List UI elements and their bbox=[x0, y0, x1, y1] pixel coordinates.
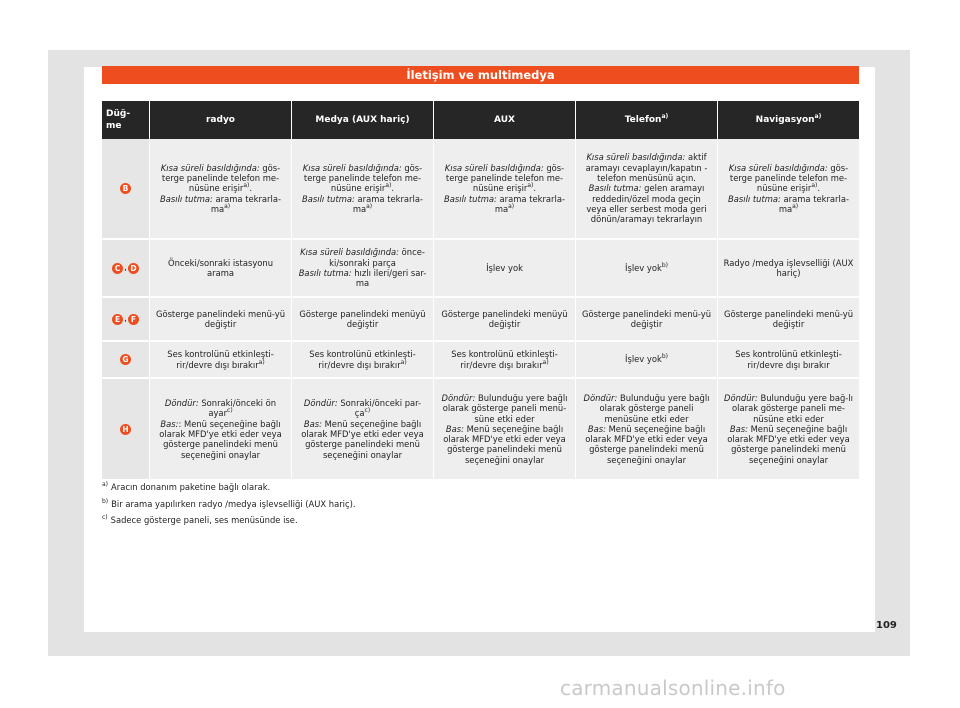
cell-paragraph: Döndür: Bulunduğu yere bağlı olarak gösterge paneli menüsüne etki eder bbox=[583, 392, 710, 424]
cell-media bbox=[292, 379, 434, 481]
cell-paragraph: Bas: Menü seçeneğine bağlı olarak MFD'ye etki eder veya gösterge panelindeki menü seçeneğini onaylar bbox=[727, 423, 850, 465]
section-title: İletişim ve multimedya bbox=[102, 66, 859, 84]
col-header-button bbox=[102, 101, 150, 139]
footnotes bbox=[102, 479, 802, 529]
cell-media bbox=[292, 342, 434, 379]
cell-nav bbox=[718, 298, 859, 342]
cell-paragraph: Basılı tutma: hızlı ileri/geri sar-ma bbox=[298, 268, 427, 289]
cell-paragraph: İşlev yok$^{b)}$ bbox=[624, 353, 669, 365]
cell-paragraph: Ses kontrolünü etkinleşti-rir/devre dışı bırakır bbox=[735, 349, 842, 370]
cell-paragraph: Basılı tutma: arama tekrarla-$ma^{a)}$ bbox=[444, 193, 565, 214]
cell-paragraph: Döndür: Sonraki/önceki ön ayar$^{c)}$ bbox=[164, 398, 277, 419]
cell-paragraph: Döndür: Bulunduğu yere bağlı olarak gösterge paneli menü-süne etki eder bbox=[441, 392, 568, 424]
footnote-text: Bir arama yapılırken radyo /medya işlevselliği (AUX hariç). bbox=[111, 498, 356, 509]
cell-media bbox=[292, 240, 434, 298]
cell-paragraph: Basılı tutma: gelen aramayı reddedin/özel moda geçin veya eller serbest moda geri dönün/aramayı tekrarlayın bbox=[586, 183, 707, 225]
table-row bbox=[102, 240, 859, 298]
cell-phone bbox=[576, 240, 718, 298]
cell-button-key bbox=[102, 139, 150, 240]
cell-paragraph: Döndür: Bulunduğu yere bağ-lı olarak gösterge paneli me-nüsüne etki eder bbox=[724, 392, 853, 424]
cell-paragraph: Kısa süreli basıldığında: gös-terge panelinde telefon me-nüsüne erişir$^{a)}$. bbox=[444, 162, 565, 194]
footnote bbox=[102, 479, 802, 496]
cell-radio bbox=[150, 298, 292, 342]
cell-aux bbox=[434, 342, 576, 379]
col-header-media: Medya (AUX hariç) bbox=[292, 101, 434, 139]
button-badge-icon: F bbox=[128, 314, 139, 325]
page-number: 109 bbox=[876, 620, 897, 631]
cell-media bbox=[292, 139, 434, 240]
table-header-row bbox=[102, 101, 859, 139]
cell-nav bbox=[718, 139, 859, 240]
cell-paragraph: Radyo /medya işlevselliği (AUX hariç) bbox=[723, 257, 854, 278]
table-row bbox=[102, 298, 859, 342]
cell-paragraph: Ses kontrolünü etkinleşti-rir/devre dışı bırakır$^{a)}$ bbox=[309, 349, 416, 370]
cell-button-key bbox=[102, 240, 150, 298]
cell-paragraph: Bas: Menü seçeneğine bağlı olarak MFD'ye etki eder veya gösterge panelindeki menü seçeneğini onaylar bbox=[443, 423, 566, 465]
key-separator: , bbox=[124, 313, 127, 324]
button-function-table bbox=[102, 101, 859, 481]
cell-paragraph: İşlev yok bbox=[486, 262, 523, 273]
cell-phone bbox=[576, 342, 718, 379]
cell-button-key bbox=[102, 298, 150, 342]
cell-paragraph: Önceki/sonraki istasyonu arama bbox=[167, 257, 274, 278]
cell-aux bbox=[434, 240, 576, 298]
cell-paragraph: Ses kontrolünü etkinleşti-rir/devre dışı bırakır$^{a)}$ bbox=[167, 349, 274, 370]
footnote bbox=[102, 496, 802, 513]
cell-paragraph: Kısa süreli basıldığında: aktif aramayı cevaplayın/kapatın - telefon menüsünü açın. bbox=[585, 152, 708, 184]
cell-paragraph: Döndür: Sonraki/önceki par-$ça^{c)}$ bbox=[303, 398, 422, 419]
col-header-radio: radyo bbox=[150, 101, 292, 139]
button-badge-icon: B bbox=[120, 183, 131, 194]
cell-paragraph: Bas: Menü seçeneğine bağlı olarak MFD'ye etki eder veya gösterge panelindeki menü seçeneğini onaylar bbox=[301, 418, 424, 460]
cell-paragraph: Gösterge panelindeki menü-yü değiştir bbox=[723, 308, 854, 329]
table-row bbox=[102, 139, 859, 240]
cell-radio bbox=[150, 139, 292, 240]
cell-nav bbox=[718, 240, 859, 298]
col-header-phone bbox=[576, 101, 718, 139]
button-badge-icon: C bbox=[112, 263, 123, 274]
cell-paragraph: Kısa süreli basıldığında: gös-terge panelinde telefon me-nüsüne erişir$^{a)}$. bbox=[160, 162, 281, 194]
cell-paragraph: Gösterge panelindeki menü-yü değiştir bbox=[581, 308, 712, 329]
col-header-phone-label: Telefon bbox=[624, 114, 662, 125]
cell-aux bbox=[434, 298, 576, 342]
cell-radio bbox=[150, 342, 292, 379]
footnote-mark: b) bbox=[102, 497, 109, 505]
cell-paragraph: Bas: Menü seçeneğine bağlı olarak MFD'ye etki eder veya gösterge panelindeki menü seçeneğini onaylar bbox=[585, 423, 708, 465]
cell-paragraph: Kısa süreli basıldığında: önce-ki/sonraki parça bbox=[300, 247, 425, 268]
cell-paragraph: Kısa süreli basıldığında: gös-terge panelinde telefon me-nüsüne erişir$^{a)}$. bbox=[728, 162, 849, 194]
cell-paragraph: Gösterge panelindeki menü-yü değiştir bbox=[155, 308, 286, 329]
footnote-text: Sadece gösterge paneli, ses menüsünde ise. bbox=[110, 515, 298, 525]
footnote-text: Aracın donanım paketine bağlı olarak. bbox=[111, 482, 271, 492]
cell-paragraph: Basılı tutma: arama tekrarla-$ma^{a)}$ bbox=[160, 193, 281, 214]
key-separator: , bbox=[124, 262, 127, 273]
cell-paragraph: Ses kontrolünü etkinleşti-rir/devre dışı bırakır$^{a)}$ bbox=[451, 349, 558, 370]
col-header-navigation bbox=[718, 101, 859, 139]
cell-radio bbox=[150, 240, 292, 298]
col-header-phone-footnote: a) bbox=[661, 112, 669, 120]
col-header-button-label: Düğ- me bbox=[106, 109, 131, 131]
cell-phone bbox=[576, 139, 718, 240]
button-badge-icon: H bbox=[120, 424, 131, 435]
cell-paragraph: Gösterge panelindeki menüyü değiştir bbox=[441, 308, 568, 329]
footnote bbox=[102, 512, 802, 529]
cell-paragraph: Gösterge panelindeki menüyü değiştir bbox=[299, 308, 426, 329]
cell-paragraph: Kısa süreli basıldığında: gös-terge panelinde telefon me-nüsüne erişir$^{a)}$. bbox=[302, 162, 423, 194]
table-row bbox=[102, 342, 859, 379]
button-badge-icon: G bbox=[120, 354, 131, 365]
cell-phone bbox=[576, 298, 718, 342]
cell-paragraph: Basılı tutma: arama tekrarla-$ma^{a)}$ bbox=[728, 193, 849, 214]
cell-nav bbox=[718, 342, 859, 379]
footnote-mark: a) bbox=[102, 481, 109, 489]
cell-media bbox=[292, 298, 434, 342]
button-badge-icon: E bbox=[112, 314, 123, 325]
col-header-navigation-label: Navigasyon bbox=[755, 114, 815, 125]
cell-phone bbox=[576, 379, 718, 481]
cell-radio bbox=[150, 379, 292, 481]
footnote-mark: c) bbox=[102, 514, 108, 522]
table-row bbox=[102, 379, 859, 481]
cell-button-key bbox=[102, 379, 150, 481]
cell-paragraph: Bas:: Menü seçeneğine bağlı olarak MFD'ye etki eder veya gösterge panelindeki menü seçeneğini onaylar bbox=[159, 418, 282, 460]
cell-nav bbox=[718, 379, 859, 481]
cell-paragraph: Basılı tutma: arama tekrarla-$ma^{a)}$ bbox=[302, 193, 423, 214]
watermark: carmanualsonline.info bbox=[560, 676, 786, 700]
cell-paragraph: İşlev yok$^{b)}$ bbox=[624, 262, 669, 273]
button-badge-icon: D bbox=[128, 263, 139, 274]
cell-button-key bbox=[102, 342, 150, 379]
cell-aux bbox=[434, 139, 576, 240]
col-header-navigation-footnote: a) bbox=[814, 112, 822, 120]
cell-aux bbox=[434, 379, 576, 481]
col-header-aux: AUX bbox=[434, 101, 576, 139]
